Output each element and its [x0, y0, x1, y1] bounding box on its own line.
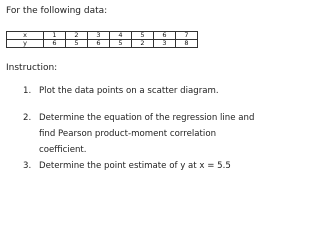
step-text: Determine the point estimate of y at x = 5.5 [39, 161, 231, 171]
table-cell-x: 3 [88, 32, 110, 40]
step-number: 3. [23, 161, 32, 171]
data-table [6, 31, 198, 48]
instruction-heading: Instruction: [6, 63, 58, 73]
table-cell-x: 1 [44, 32, 66, 40]
table-header-x: x [7, 32, 44, 40]
table-cell-y: 6 [44, 40, 66, 48]
intro-text: For the following data: [6, 6, 108, 16]
table-cell-y: 5 [110, 40, 132, 48]
instruction-step [25, 158, 261, 174]
table-row-x [7, 32, 198, 40]
table-cell-y: 3 [154, 40, 176, 48]
step-number: 2. [23, 113, 32, 123]
table-cell-y: 8 [176, 40, 198, 48]
table-cell-x: 6 [154, 32, 176, 40]
step-text: Determine the equation of the regression line and find Pearson product-moment correlation coefficient. [39, 113, 255, 155]
instruction-step [25, 83, 261, 99]
step-number: 1. [23, 86, 32, 96]
table-cell-x: 5 [132, 32, 154, 40]
table-row-y [7, 40, 198, 48]
table-cell-x: 7 [176, 32, 198, 40]
table-header-y: y [7, 40, 44, 48]
table-cell-x: 4 [110, 32, 132, 40]
instruction-list [25, 83, 261, 187]
table-cell-x: 2 [66, 32, 88, 40]
table-cell-y: 5 [66, 40, 88, 48]
instruction-step [25, 110, 261, 158]
table-cell-y: 6 [88, 40, 110, 48]
step-text: Plot the data points on a scatter diagram. [39, 86, 219, 96]
table-cell-y: 2 [132, 40, 154, 48]
